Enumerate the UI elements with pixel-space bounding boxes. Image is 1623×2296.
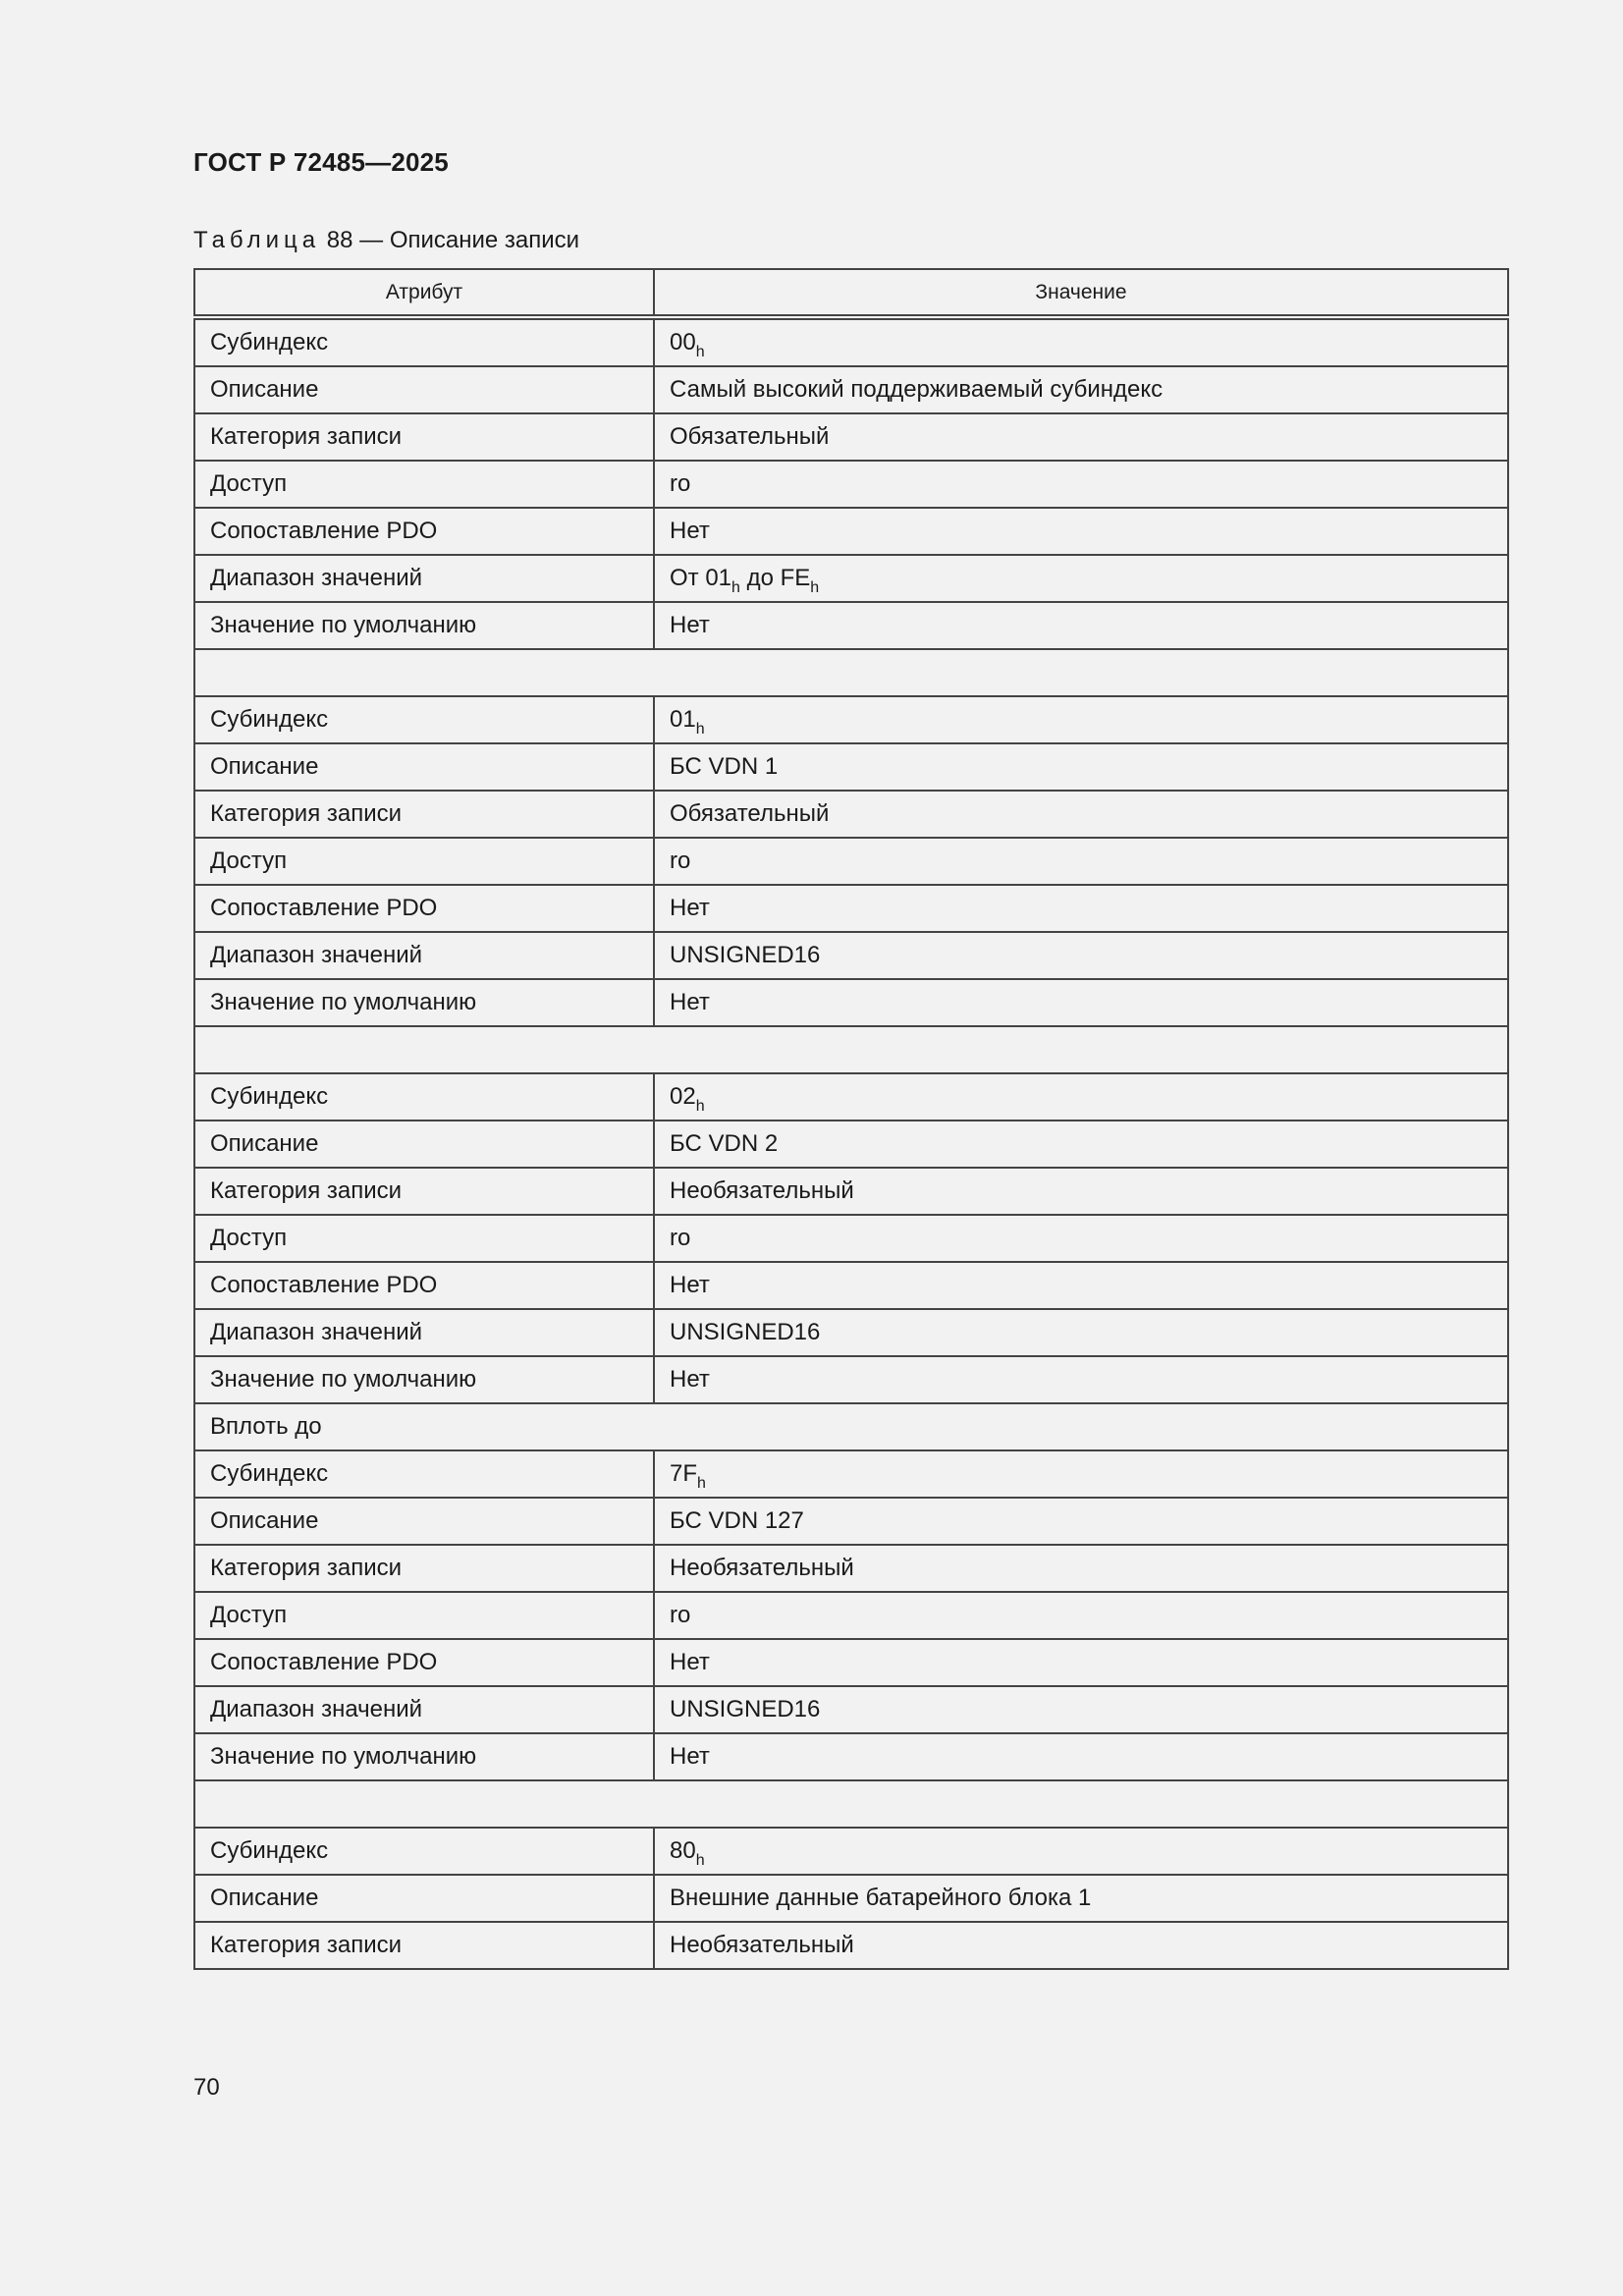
value-text: 80 (670, 1837, 696, 1864)
value-cell (654, 932, 1508, 979)
value-text: ro (670, 470, 691, 497)
hex-suffix: h (810, 579, 820, 596)
attribute-cell: Субиндекс (194, 1073, 654, 1121)
attribute-cell: Описание (194, 743, 654, 791)
column-header-value: Значение (654, 269, 1508, 317)
note-cell: Вплоть до (194, 1403, 1508, 1450)
value-text: Необязательный (670, 1932, 854, 1958)
hex-suffix: h (695, 344, 705, 360)
value-cell (654, 602, 1508, 649)
value-cell (654, 1215, 1508, 1262)
table-row (194, 932, 1508, 979)
value-cell (654, 1828, 1508, 1875)
attribute-cell: Описание (194, 366, 654, 413)
table-separator-row (194, 649, 1508, 696)
attribute-cell: Субиндекс (194, 1828, 654, 1875)
value-cell (654, 1498, 1508, 1545)
hex-suffix: h (695, 1852, 705, 1869)
table-row (194, 1262, 1508, 1309)
value-cell (654, 1686, 1508, 1733)
table-row (194, 508, 1508, 555)
attribute-cell: Доступ (194, 1215, 654, 1262)
table-row (194, 1356, 1508, 1403)
value-cell (654, 1592, 1508, 1639)
table-row (194, 1686, 1508, 1733)
value-text: Нет (670, 895, 710, 921)
attribute-cell: Субиндекс (194, 1450, 654, 1498)
attribute-cell: Значение по умолчанию (194, 979, 654, 1026)
value-cell (654, 413, 1508, 461)
table-row (194, 1875, 1508, 1922)
attribute-cell: Категория записи (194, 791, 654, 838)
value-cell (654, 1450, 1508, 1498)
table-row (194, 317, 1508, 366)
separator-cell (194, 1026, 1508, 1073)
value-text: 00 (670, 329, 696, 355)
value-cell (654, 1121, 1508, 1168)
value-cell (654, 1545, 1508, 1592)
value-cell (654, 317, 1508, 366)
table-row (194, 1215, 1508, 1262)
table-row (194, 461, 1508, 508)
table-row (194, 602, 1508, 649)
attribute-cell: Диапазон значений (194, 555, 654, 602)
table-row (194, 791, 1508, 838)
table-caption-prefix: Таблица (193, 227, 321, 253)
table-row (194, 413, 1508, 461)
table-row (194, 1592, 1508, 1639)
value-cell (654, 555, 1508, 602)
table-row (194, 1922, 1508, 1969)
value-cell (654, 1733, 1508, 1780)
range-to-text: до FE (739, 565, 811, 591)
table-row (194, 1828, 1508, 1875)
attribute-cell: Описание (194, 1875, 654, 1922)
table-row (194, 885, 1508, 932)
value-text: UNSIGNED16 (670, 1696, 821, 1722)
table-separator-row (194, 1780, 1508, 1828)
attribute-cell: Доступ (194, 1592, 654, 1639)
value-text: Нет (670, 518, 710, 544)
table-row (194, 555, 1508, 602)
attribute-cell: Сопоставление PDO (194, 508, 654, 555)
value-text: Нет (670, 1272, 710, 1298)
value-text: БС VDN 1 (670, 753, 779, 780)
value-text: Обязательный (670, 800, 830, 827)
table-row (194, 696, 1508, 743)
attribute-cell: Субиндекс (194, 696, 654, 743)
attribute-cell: Описание (194, 1498, 654, 1545)
table-header-row (194, 269, 1508, 317)
hex-suffix: h (697, 1475, 706, 1492)
table-row (194, 743, 1508, 791)
value-text: Самый высокий поддерживаемый субиндекс (670, 376, 1163, 403)
value-cell (654, 1309, 1508, 1356)
value-text: Обязательный (670, 423, 830, 450)
table-row (194, 1121, 1508, 1168)
value-text: ro (670, 1602, 691, 1628)
attribute-cell: Доступ (194, 461, 654, 508)
attribute-cell: Сопоставление PDO (194, 1262, 654, 1309)
value-cell (654, 1639, 1508, 1686)
attribute-cell: Категория записи (194, 413, 654, 461)
value-text: ro (670, 1225, 691, 1251)
value-cell (654, 1356, 1508, 1403)
attribute-cell: Категория записи (194, 1922, 654, 1969)
attribute-cell: Категория записи (194, 1545, 654, 1592)
table-row (194, 1309, 1508, 1356)
hex-suffix: h (731, 579, 740, 596)
hex-suffix: h (695, 1098, 705, 1115)
attribute-cell: Диапазон значений (194, 932, 654, 979)
value-text: 01 (670, 706, 696, 733)
table-row (194, 1733, 1508, 1780)
attribute-cell: Сопоставление PDO (194, 885, 654, 932)
table-body (194, 317, 1508, 1969)
table-row (194, 1450, 1508, 1498)
attribute-cell: Значение по умолчанию (194, 1733, 654, 1780)
value-cell (654, 508, 1508, 555)
attribute-cell: Доступ (194, 838, 654, 885)
table-row (194, 979, 1508, 1026)
value-cell (654, 1922, 1508, 1969)
value-text: Необязательный (670, 1177, 854, 1204)
attribute-cell: Сопоставление PDO (194, 1639, 654, 1686)
separator-cell (194, 1780, 1508, 1828)
hex-suffix: h (695, 721, 705, 738)
value-text: 7F (670, 1460, 698, 1487)
value-cell (654, 838, 1508, 885)
table-row (194, 1073, 1508, 1121)
value-cell (654, 1073, 1508, 1121)
column-header-attribute: Атрибут (194, 269, 654, 317)
table-row (194, 1639, 1508, 1686)
value-text: ro (670, 847, 691, 874)
table-row (194, 838, 1508, 885)
value-cell (654, 885, 1508, 932)
table-caption-number: 88 (326, 227, 353, 253)
attribute-cell: Значение по умолчанию (194, 1356, 654, 1403)
table-separator-row (194, 1026, 1508, 1073)
value-cell (654, 743, 1508, 791)
value-text: Нет (670, 1366, 710, 1393)
table-row (194, 1545, 1508, 1592)
value-text: 02 (670, 1083, 696, 1110)
value-cell (654, 1875, 1508, 1922)
value-text: Нет (670, 1649, 710, 1675)
value-cell (654, 1168, 1508, 1215)
value-cell (654, 1262, 1508, 1309)
value-cell (654, 461, 1508, 508)
value-text: БС VDN 127 (670, 1507, 804, 1534)
table-row (194, 1498, 1508, 1545)
value-text: Нет (670, 1743, 710, 1770)
table-note-row (194, 1403, 1508, 1450)
document-id: ГОСТ Р 72485—2025 (193, 147, 449, 177)
value-cell (654, 696, 1508, 743)
table-row (194, 1168, 1508, 1215)
separator-cell (194, 649, 1508, 696)
value-text: UNSIGNED16 (670, 942, 821, 968)
value-text: Внешние данные батарейного блока 1 (670, 1885, 1092, 1911)
value-text: БС VDN 2 (670, 1130, 779, 1157)
attribute-cell: Диапазон значений (194, 1686, 654, 1733)
value-cell (654, 791, 1508, 838)
range-from-text: От 01 (670, 565, 732, 591)
value-text: Нет (670, 989, 710, 1015)
value-text: Нет (670, 612, 710, 638)
table-caption (193, 227, 579, 254)
value-cell (654, 366, 1508, 413)
value-cell (654, 979, 1508, 1026)
table-caption-title: — Описание записи (359, 227, 580, 253)
attribute-cell: Субиндекс (194, 317, 654, 366)
table-row (194, 366, 1508, 413)
attribute-cell: Диапазон значений (194, 1309, 654, 1356)
page-number: 70 (193, 2074, 220, 2101)
value-text: UNSIGNED16 (670, 1319, 821, 1345)
value-text: Необязательный (670, 1555, 854, 1581)
attribute-cell: Значение по умолчанию (194, 602, 654, 649)
entry-description-table (193, 268, 1509, 1970)
attribute-cell: Описание (194, 1121, 654, 1168)
attribute-cell: Категория записи (194, 1168, 654, 1215)
